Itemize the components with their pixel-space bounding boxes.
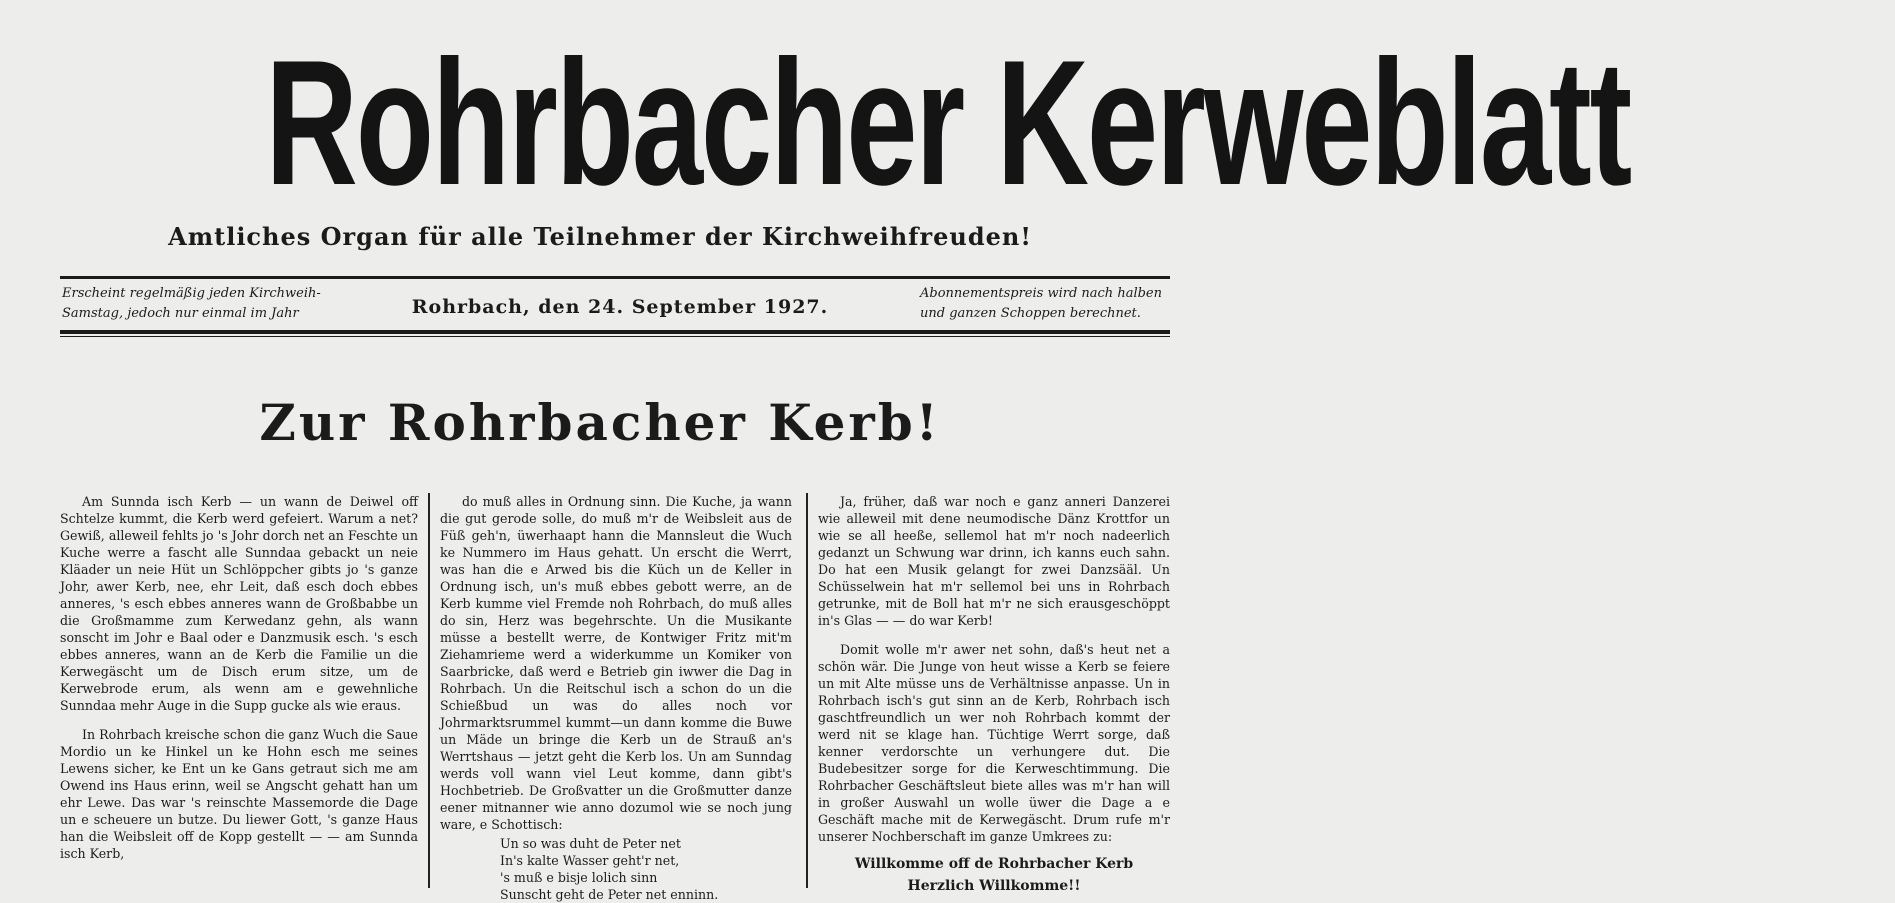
article-columns	[60, 493, 1170, 902]
closing-line: Herzlich Willkomme!!	[907, 878, 1081, 894]
column-3	[818, 493, 1170, 893]
paragraph: In Rohrbach kreische schon die ganz Wuch die Saue Mordio un ke Hinkel un ke Hohn esch me seines Lewens sicher, ke Ent un ke Gans getraut sich me am Owend ins Haus erinn, weil se Angscht gehatt han um ehr Lewe. Das war 's reinschte Massemorde die Dage un e scheuere un butze. Du liewer Gott, 's ganze Haus han die Weibsleit off de Kopp gestellt — — am Sunnda isch Kerb,	[60, 727, 418, 861]
closing-line: Willkomme off de Rohrbacher Kerb	[854, 856, 1134, 872]
article-headline: Zur Rohrbacher Kerb!	[259, 393, 941, 452]
subscription-note: Abonnementspreis wird nach halben und ganzen Schoppen berechnet.	[920, 286, 1162, 321]
paragraph: do muß alles in Ordnung sinn. Die Kuche, ja wann die gut gerode solle, do muß m'r de Weibsleit aus de Füß geh'n, üwerhaapt hann die Mannsleut die Wuch ke Nummero im Haus gehatt. Un erscht die Werrt, was han die e Arwed bis die Küch un de Keller in Ordnung isch, un's muß ebbes gebott werre, an de Kerb kumme viel Fremde noh Rohrbach, do muß alles do sin, Herz was begehrschte. Un die Musikante müsse a bestellt werre, de Kontwiger Fritz mit'm Ziehamrieme werd a widerkumme un Komiker von Saarbricke, daß werd e Betrieb gin iwwer die Dag in Rohrbach. Un die Reitschul isch a schon do un die Schießbud un was do alles noch vor Johrmarktsrummel kummt—un dann komme die Buwe un Mäde un bringe die Kerb un de Strauß an's Werrtshaus — jetzt geht die Kerb los. Un am Sunndag werds voll wann viel Leut komme, dann gibt's Hochbetrieb. De Großvatter un die Großmutter danze eener mitnanner wie anno dozumol wie se noch jung ware, e Schottisch:	[440, 494, 792, 832]
verse-line: Un so was duht de Peter net	[500, 836, 681, 851]
top-rule	[60, 276, 1170, 279]
bottom-rule	[60, 330, 1170, 334]
publication-note: Erscheint regelmäßig jeden Kirchweih-Samstag, jedoch nur einmal im Jahr	[62, 286, 321, 321]
column-2	[440, 493, 792, 902]
verse	[500, 835, 792, 903]
column-divider	[806, 493, 808, 888]
paragraph: Ja, früher, daß war noch e ganz anneri Danzerei wie alleweil mit dene neumodische Dänz Krottfor un wie se all heeße, sellemol hat m'r noch nadeerlich gedanzt un Schwung war drinn, ich kanns euch sahn. Do hat een Musik gelangt for zwei Danzsääl. Un Schüsselwein hat m'r sellemol bei uns in Rohrbach getrunke, mit de Boll hat m'r ne sich erausgeschöppt in's Glas — — do war Kerb!	[818, 494, 1170, 628]
newspaper-title: Rohrbacher Kerweblatt	[265, 23, 1631, 222]
column-1	[60, 493, 418, 893]
bottom-rule-thin	[60, 336, 1170, 337]
paragraph: Am Sunnda isch Kerb — un wann de Deiwel off Schtelze kummt, die Kerb werd gefeiert. Warum a net? Gewiß, alleweil fehlts jo 's Johr dorch net an Feschte un Kuche werre a fascht alle Sunndaa gebackt un neie Kläader un neie Hüt un Schlöppcher gibts jo 's ganze Johr, awer Kerb, nee, ehr Leit, daß esch doch ebbes anneres, 's esch ebbes anneres wann de Großbabbe un die Großmamme zum Kerwedanz gehn, als wann sonscht im Johr e Baal oder e Danzmusik esch. 's esch ebbes anneres, wann an de Kerb die Familie un die Kerwegäscht um de Disch erum sitze, um de Kerwebrode erum, als wenn am e gewehnliche Sunndaa mehr Auge in die Supp gucke als wie eraus.	[60, 494, 418, 713]
verse-line: In's kalte Wasser geht'r net,	[500, 853, 680, 868]
masthead	[0, 23, 1631, 222]
column-divider	[428, 493, 430, 888]
verse-line: Sunscht geht de Peter net enninn.	[500, 887, 719, 902]
paragraph: Domit wolle m'r awer net sohn, daß's heut net a schön wär. Die Junge von heut wisse a Kerb se feiere un mit Alte müsse uns de Verhältnisse anpasse. Un in Rohrbach isch's gut sinn an de Kerb, Rohrbach isch gaschtfreundlich un wer noh Rohrbach kommt der werd nit se klage han. Tüchtige Werrt sorge, daß kenner verdorschte un verhungere dut. Die Budebesitzer sorge for die Kerweschtimmung. Die Rohrbacher Geschäftsleut biete alles was m'r han will in großer Auswahl un wolle üwer die Dage a e Geschäft mache mit de Kerwegäscht. Drum rufe m'r unserer Nochberschaft im ganze Umkrees zu:	[818, 642, 1170, 844]
newspaper-subtitle: Amtliches Organ für alle Teilnehmer der Kirchweihfreuden!	[168, 222, 1032, 251]
verse-line: 's muß e bisje lolich sinn	[500, 870, 658, 885]
dateline: Rohrbach, den 24. September 1927.	[411, 296, 829, 318]
